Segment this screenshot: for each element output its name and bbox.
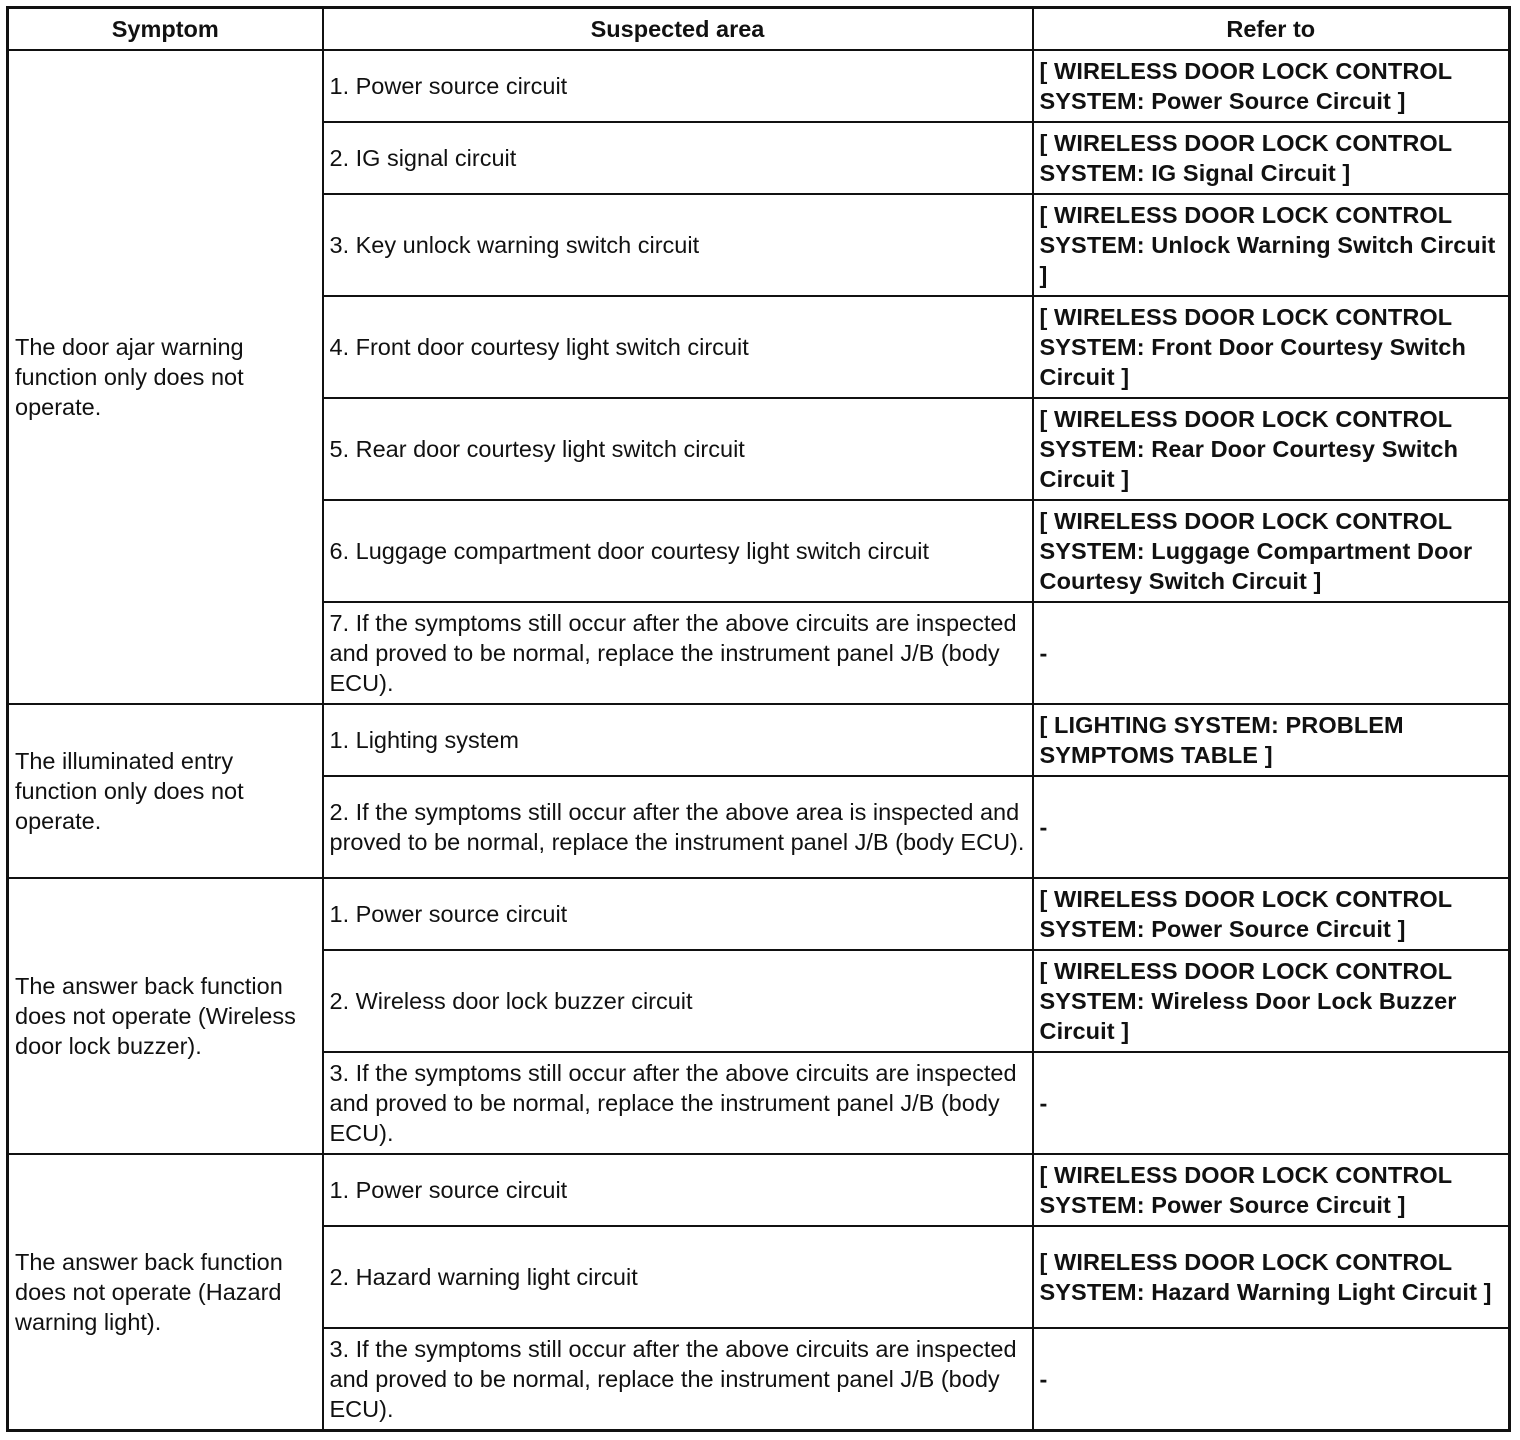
table-row: [8, 704, 1510, 776]
suspected-area-cell: 3. If the symptoms still occur after the above circuits are inspected and proved to be normal, replace the instrument panel J/B (body ECU).: [323, 1328, 1033, 1430]
suspected-area-cell: 4. Front door courtesy light switch circuit: [323, 296, 1033, 398]
refer-to-link[interactable]: [ WIRELESS DOOR LOCK CONTROL SYSTEM: Front Door Courtesy Switch Circuit ]: [1033, 296, 1510, 398]
refer-to-link[interactable]: [ WIRELESS DOOR LOCK CONTROL SYSTEM: IG Signal Circuit ]: [1033, 122, 1510, 194]
suspected-area-cell: 1. Power source circuit: [323, 878, 1033, 950]
table-row: [8, 1154, 1510, 1226]
suspected-area-cell: 1. Power source circuit: [323, 50, 1033, 122]
suspected-area-cell: 2. Hazard warning light circuit: [323, 1226, 1033, 1328]
table-row: [8, 50, 1510, 122]
refer-to-link[interactable]: [ WIRELESS DOOR LOCK CONTROL SYSTEM: Hazard Warning Light Circuit ]: [1033, 1226, 1510, 1328]
suspected-area-cell: 1. Power source circuit: [323, 1154, 1033, 1226]
header-suspected-area: Suspected area: [323, 8, 1033, 51]
refer-to-link[interactable]: [ WIRELESS DOOR LOCK CONTROL SYSTEM: Power Source Circuit ]: [1033, 878, 1510, 950]
suspected-area-cell: 1. Lighting system: [323, 704, 1033, 776]
suspected-area-cell: 3. If the symptoms still occur after the above circuits are inspected and proved to be normal, replace the instrument panel J/B (body ECU).: [323, 1052, 1033, 1154]
refer-to-link[interactable]: [ WIRELESS DOOR LOCK CONTROL SYSTEM: Unlock Warning Switch Circuit ]: [1033, 194, 1510, 296]
suspected-area-cell: 2. IG signal circuit: [323, 122, 1033, 194]
header-refer-to: Refer to: [1033, 8, 1510, 51]
symptom-cell: The door ajar warning function only does not operate.: [8, 50, 323, 704]
problem-symptoms-table: [6, 6, 1511, 1432]
refer-to-link[interactable]: [ WIRELESS DOOR LOCK CONTROL SYSTEM: Wireless Door Lock Buzzer Circuit ]: [1033, 950, 1510, 1052]
refer-to-cell: -: [1033, 776, 1510, 878]
symptom-cell: The illuminated entry function only does not operate.: [8, 704, 323, 878]
refer-to-link[interactable]: [ WIRELESS DOOR LOCK CONTROL SYSTEM: Power Source Circuit ]: [1033, 1154, 1510, 1226]
refer-to-link[interactable]: [ WIRELESS DOOR LOCK CONTROL SYSTEM: Rear Door Courtesy Switch Circuit ]: [1033, 398, 1510, 500]
suspected-area-cell: 6. Luggage compartment door courtesy light switch circuit: [323, 500, 1033, 602]
suspected-area-cell: 5. Rear door courtesy light switch circuit: [323, 398, 1033, 500]
suspected-area-cell: 2. If the symptoms still occur after the above area is inspected and proved to be normal, replace the instrument panel J/B (body ECU).: [323, 776, 1033, 878]
table-row: [8, 878, 1510, 950]
refer-to-cell: -: [1033, 1328, 1510, 1430]
suspected-area-cell: 2. Wireless door lock buzzer circuit: [323, 950, 1033, 1052]
symptom-cell: The answer back function does not operate (Wireless door lock buzzer).: [8, 878, 323, 1154]
refer-to-link[interactable]: [ LIGHTING SYSTEM: PROBLEM SYMPTOMS TABLE ]: [1033, 704, 1510, 776]
refer-to-link[interactable]: [ WIRELESS DOOR LOCK CONTROL SYSTEM: Luggage Compartment Door Courtesy Switch Circuit ]: [1033, 500, 1510, 602]
symptom-cell: The answer back function does not operate (Hazard warning light).: [8, 1154, 323, 1430]
suspected-area-cell: 3. Key unlock warning switch circuit: [323, 194, 1033, 296]
header-row: [8, 8, 1510, 51]
refer-to-link[interactable]: [ WIRELESS DOOR LOCK CONTROL SYSTEM: Power Source Circuit ]: [1033, 50, 1510, 122]
refer-to-cell: -: [1033, 602, 1510, 704]
suspected-area-cell: 7. If the symptoms still occur after the above circuits are inspected and proved to be normal, replace the instrument panel J/B (body ECU).: [323, 602, 1033, 704]
header-symptom: Symptom: [8, 8, 323, 51]
refer-to-cell: -: [1033, 1052, 1510, 1154]
